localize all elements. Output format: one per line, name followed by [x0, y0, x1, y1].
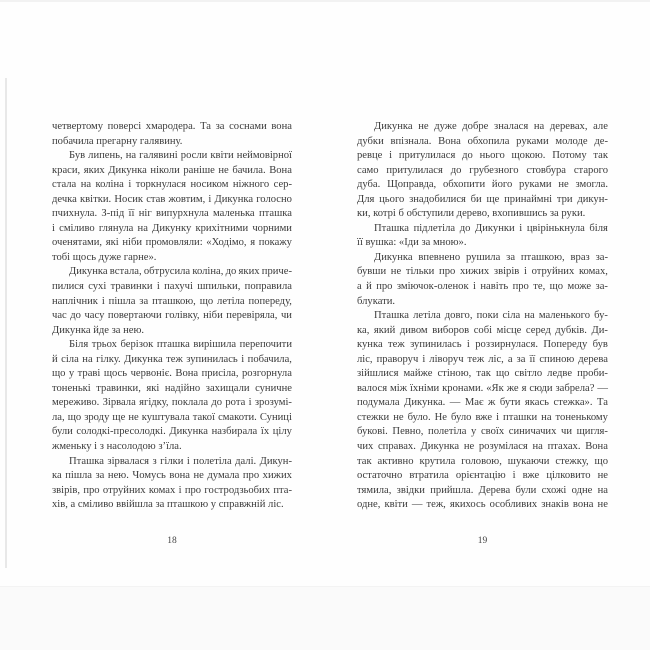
text-line: а й про зміючок-оленок і навіть про те, що може за-: [357, 281, 608, 293]
text-line: дубки впізнала. Вона обхопила руками молоде де-: [357, 135, 608, 147]
text-line: ла, що зроду ще не куштувала такої смакоти. Суниці: [52, 411, 292, 423]
left-page-text-column: [52, 120, 292, 513]
text-line: чих справах. Дикунка не розумілася на птахах. Вона: [357, 441, 608, 453]
text-line: букові. Певно, полетіла у своїх синичачих чи щигля-: [357, 426, 608, 438]
text-line: стала на коліна і торкнулася носиком ніжного сер-: [52, 179, 292, 191]
text-line: Дикунка впевнено рушила за пташкою, враз за-: [374, 251, 608, 263]
text-line: тоненькі травинки, які надійно захищали суничне: [52, 382, 292, 394]
text-line: Пташка летіла довго, поки сіла на маленького бу-: [374, 310, 608, 322]
text-line: стежки не було. Не було вже і пташки на тоненькому: [357, 411, 608, 423]
text-line: її вушка: «Іди за мною».: [357, 237, 467, 249]
text-line: ка, який дивом виборов собі місце серед дубків. Ди-: [357, 324, 608, 336]
text-line: подумала Дикунка. — Має ж бути якась стежка». Та: [357, 397, 608, 409]
page-edge-line: [5, 78, 7, 568]
text-line: тямила, звідки прийшла. Дерева були схожі одне на: [357, 484, 608, 496]
text-line: дечка квітки. Носик став жовтим, і Дикунка голосно: [52, 193, 292, 205]
text-line: що у траві щось червоніє. Вона присіла, розгорнула: [52, 368, 292, 380]
right-page-text-column: [357, 120, 608, 513]
text-line: блукати.: [357, 295, 396, 307]
text-line: Дикунка встала, обтрусила коліна, до яких приче-: [69, 266, 292, 278]
text-line: ка пішла за нею. Чомусь вона не думала про хижих: [52, 470, 292, 482]
text-line: одне, квіти — теж, якихось особливих знаків вона не: [357, 499, 608, 511]
text-line: остаточно втратила орієнтацію і вже цілковито не: [357, 470, 608, 482]
text-line: й сіла на гілку. Дикунка теж зупинилась і побачила,: [52, 353, 292, 365]
text-line: були солодкі-пресолодкі. Дикунка назбирала їх цілу: [52, 426, 292, 438]
text-line: кунка теж зупинилась і роззирнулася. Попереду був: [357, 339, 608, 351]
text-line: валося між їхніми кронами. «Як же я сюди забрела? —: [357, 382, 608, 394]
text-line: звірів, про отруйних комах і про гостродзьобих пта-: [52, 484, 292, 496]
left-page-number: 18: [167, 536, 177, 546]
text-line: наплічник і пішла за пташкою, що летіла попереду,: [52, 295, 292, 307]
text-line: Пташка зірвалася з гілки і полетіла далі. Дикун-: [69, 455, 292, 467]
text-line: ревце і притулилася до нього щокою. Потому так: [357, 150, 608, 162]
text-line: так активно крутила головою, шукаючи стежку, що: [357, 455, 608, 467]
text-line: пчихнула. З-під її ніг випурхнула маленька пташка: [52, 208, 292, 220]
text-line: краси, яких Дикунка ніколи раніше не бачила. Вона: [52, 164, 292, 176]
text-line: жменьку і з насолодою з’їла.: [52, 441, 182, 453]
text-line: Пташка підлетіла до Дикунки і цвірінькнула біля: [374, 222, 608, 234]
text-line: само притулилася до грубезного стовбура старого: [357, 164, 608, 176]
text-line: тобі щось дуже гарне».: [52, 251, 157, 263]
text-line: хів, а сміливо ввійшла за пташкою у справжній ліс.: [52, 499, 284, 511]
text-line: оченятами, які ніби промовляли: «Ходімо, я покажу: [52, 237, 292, 249]
text-line: дуба. Щоправда, обхопити його руками не змогла.: [357, 179, 608, 191]
text-line: ліс, праворуч і ліворуч теж ліс, а за її спиною дерева: [357, 353, 608, 365]
right-page-number: 19: [477, 536, 488, 546]
text-line: Дикунка не дуже добре зналася на деревах, але: [374, 121, 608, 132]
text-line: бувши не тільки про хижих звірів і отруйних комах,: [357, 266, 608, 278]
text-line: четвертому поверсі хмародера. Та за соснами вона: [52, 121, 292, 132]
text-line: зійшлися майже стіною, так що світло ледве проби-: [357, 368, 608, 380]
bottom-margin-band: [0, 586, 650, 650]
text-line: ки, котрі б обступили дерево, вхопившись за руки.: [357, 208, 586, 220]
text-line: Біля трьох берізок пташка вирішила перепочити: [69, 339, 292, 351]
text-line: Дикунка йде за нею.: [52, 324, 145, 336]
text-line: і сміливо глянула на Дикунку крихітними чорними: [52, 222, 292, 234]
top-edge-line: [0, 0, 650, 2]
text-line: Для цього знадобилися би ще принаймні три дикун-: [357, 193, 608, 205]
text-line: Був липень, на галявині росли квіти неймовірної: [69, 150, 292, 162]
text-line: пилися сухі травинки і пахучі шпильки, поправила: [52, 281, 292, 293]
text-line: побачила прегарну галявину.: [52, 135, 183, 147]
text-line: час до часу повертаючи голівку, ніби перевіряла, чи: [52, 310, 292, 322]
text-line: мереживо. Зірвала ягідку, поклала до рота і зрозумі-: [52, 397, 292, 409]
